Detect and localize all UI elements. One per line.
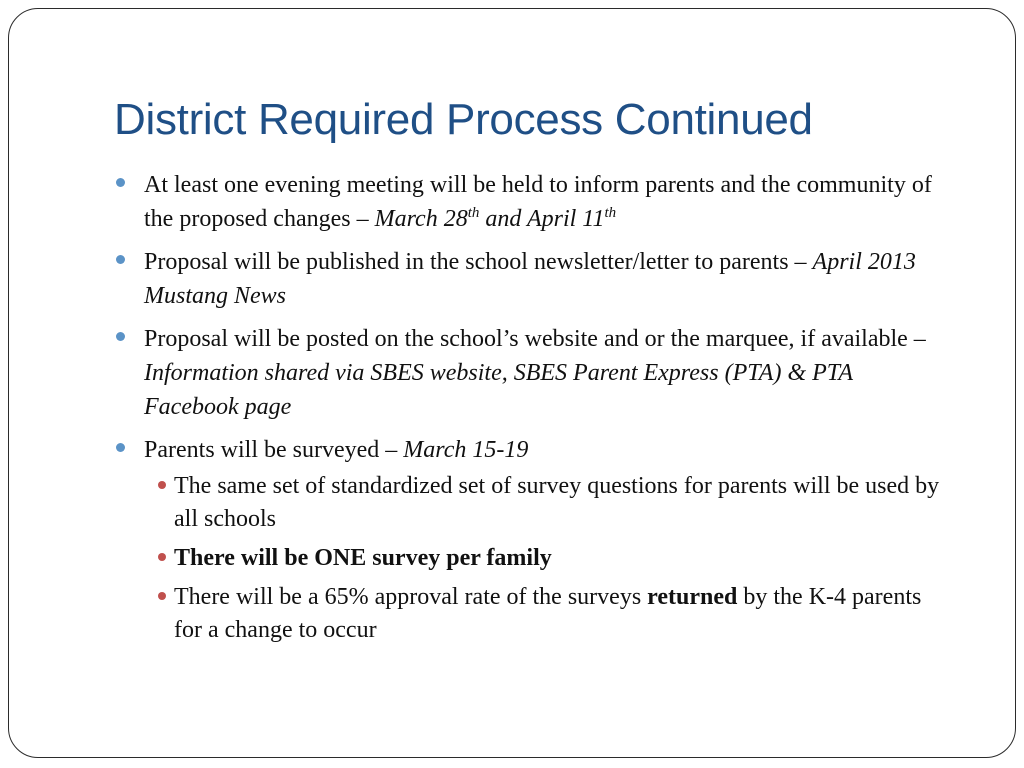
bullet-item-evening-meeting xyxy=(114,168,949,236)
bullet-list xyxy=(114,168,949,647)
bullet-dot-icon xyxy=(116,443,125,452)
sub-bullet-bold-word: returned xyxy=(647,584,738,610)
sub-bullet-item-approval-rate xyxy=(144,581,949,647)
bullet-text: Parents will be surveyed – xyxy=(144,437,404,463)
bullet-note xyxy=(375,206,617,232)
note-date-1: March 28 xyxy=(374,206,468,232)
bullet-note: March 15-19 xyxy=(403,437,529,463)
slide-title: District Required Process Continued xyxy=(114,95,813,144)
bullet-item-newsletter xyxy=(114,245,949,313)
bullet-text: Proposal will be posted on the school’s website and or the marquee, if available – xyxy=(144,326,926,352)
sub-bullet-dot-icon xyxy=(158,481,166,489)
bullet-text: At least one evening meeting will be held to inform parents and the community of the proposed changes – xyxy=(144,172,932,232)
sub-bullet-text-after: by the K-4 parents for a change to occur xyxy=(174,584,922,643)
bullet-dot-icon xyxy=(116,178,125,187)
note-superscript-2: th xyxy=(604,205,617,221)
bullet-text: Proposal will be published in the school newsletter/letter to parents – xyxy=(144,249,813,275)
bullet-note: Information shared via SBES website, SBES Parent Express (PTA) & PTA Facebook page xyxy=(144,360,853,420)
sub-bullet-dot-icon xyxy=(158,553,166,561)
note-superscript-1: th xyxy=(467,205,480,221)
sub-bullet-dot-icon xyxy=(158,592,166,600)
slide-body xyxy=(114,168,949,656)
note-date-2: and April 11 xyxy=(479,206,605,232)
sub-bullet-text: The same set of standardized set of survey questions for parents will be used by all schools xyxy=(174,473,940,532)
bullet-item-survey xyxy=(114,433,949,647)
bullet-dot-icon xyxy=(116,332,125,341)
sub-bullet-text-bold: There will be ONE survey per family xyxy=(174,545,552,571)
bullet-dot-icon xyxy=(116,255,125,264)
sub-bullet-item-one-survey xyxy=(144,542,949,575)
sub-bullet-text-before: There will be a 65% approval rate of the surveys xyxy=(174,584,648,610)
bullet-item-website xyxy=(114,322,949,424)
bullet-note: April 2013 Mustang News xyxy=(144,249,916,309)
sub-bullet-list xyxy=(144,470,949,647)
sub-bullet-item-standardized xyxy=(144,470,949,536)
